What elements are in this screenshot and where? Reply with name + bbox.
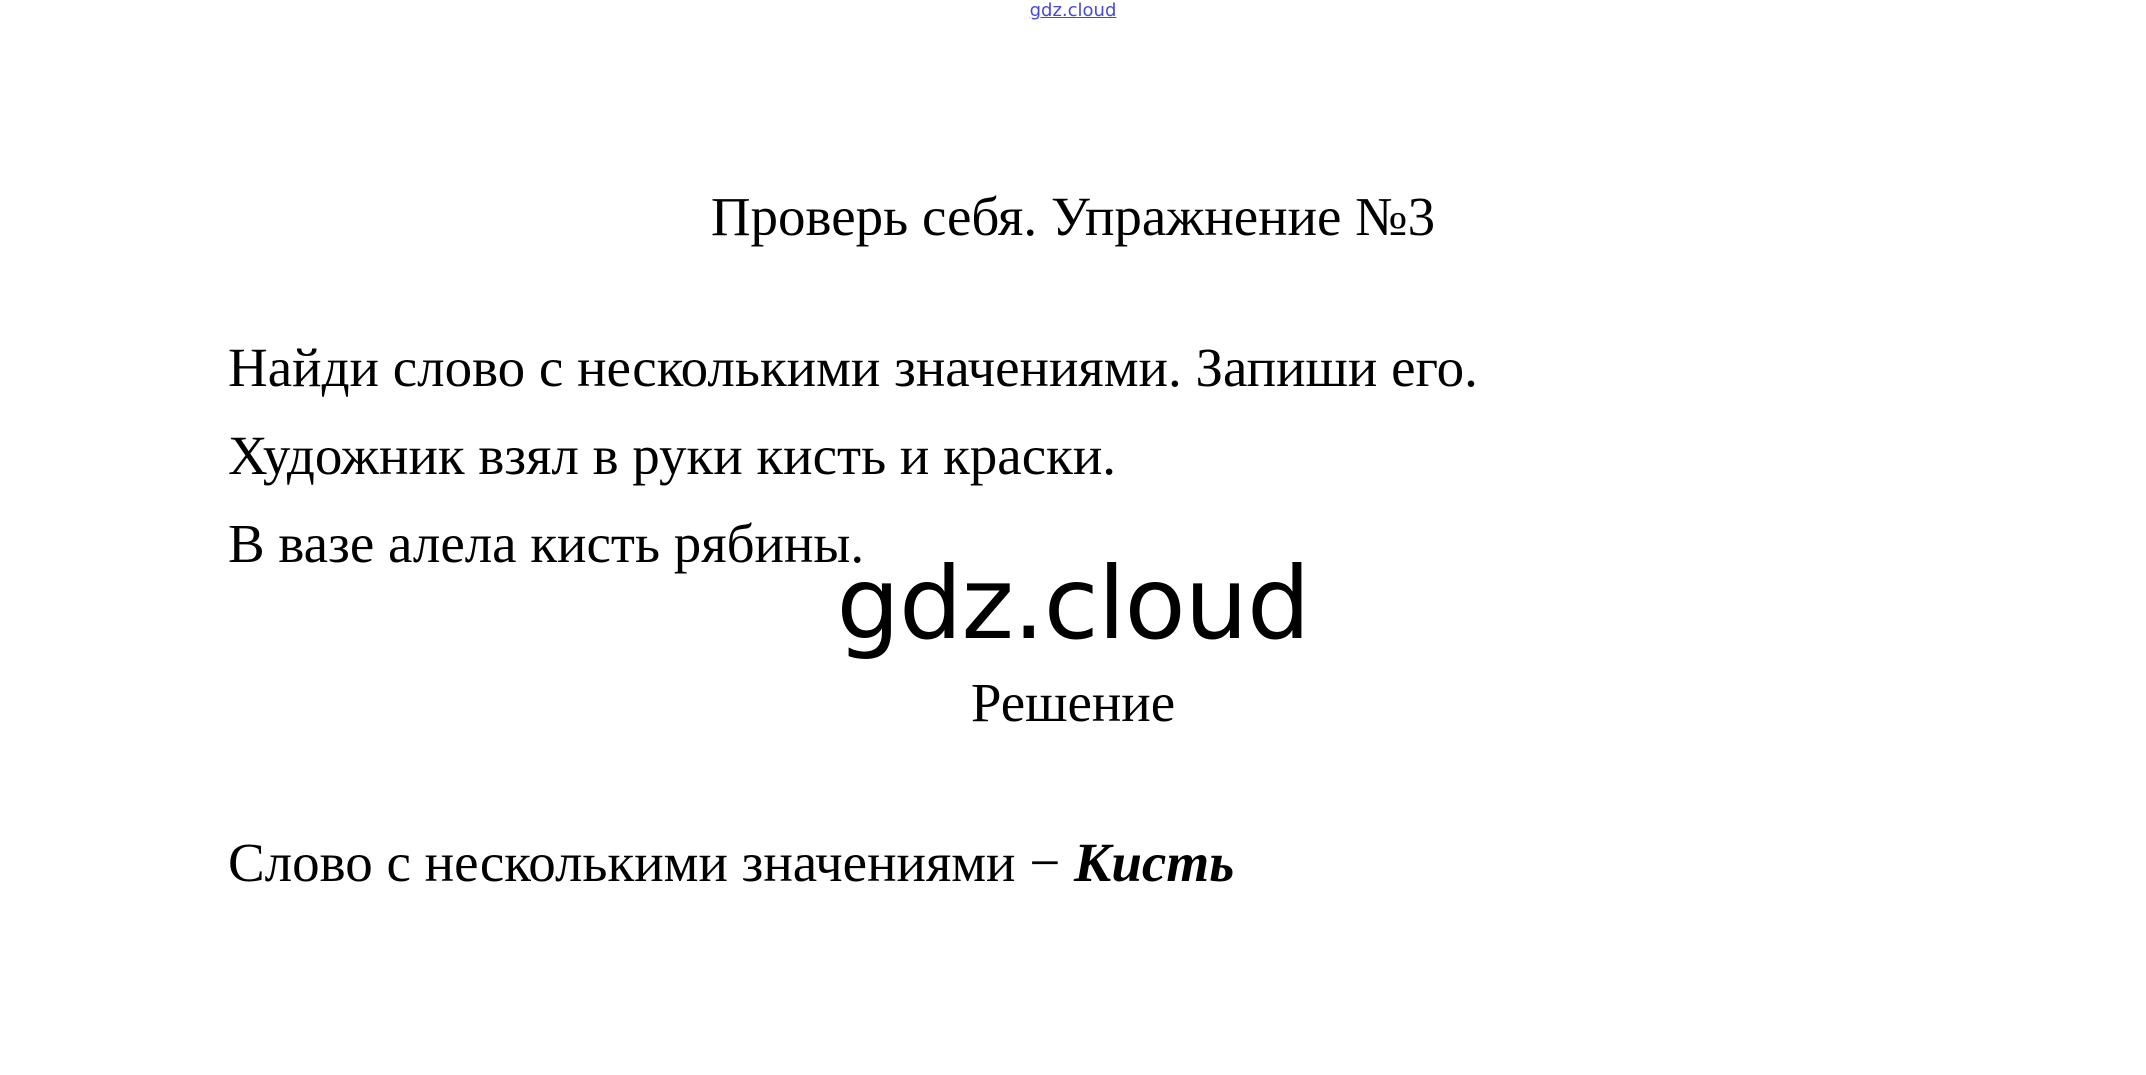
center-watermark-logo: gdz.cloud [836,545,1310,662]
answer-prefix: Слово с несколькими значениями − [228,832,1075,893]
example-sentence-1: Художник взял в руки кисть и краски. [228,425,1117,486]
example-sentence-2: В вазе алела кисть рябины. [228,513,865,574]
solution-heading: Решение [970,672,1176,733]
answer-word: Кисть [1074,832,1235,893]
exercise-title: Проверь себя. Упражнение №3 [710,186,1436,247]
answer-line [228,831,1234,895]
top-watermark-link[interactable]: gdz.cloud [1029,0,1117,21]
task-instruction: Найди слово с несколькими значениями. Запиши его. [228,337,1478,398]
